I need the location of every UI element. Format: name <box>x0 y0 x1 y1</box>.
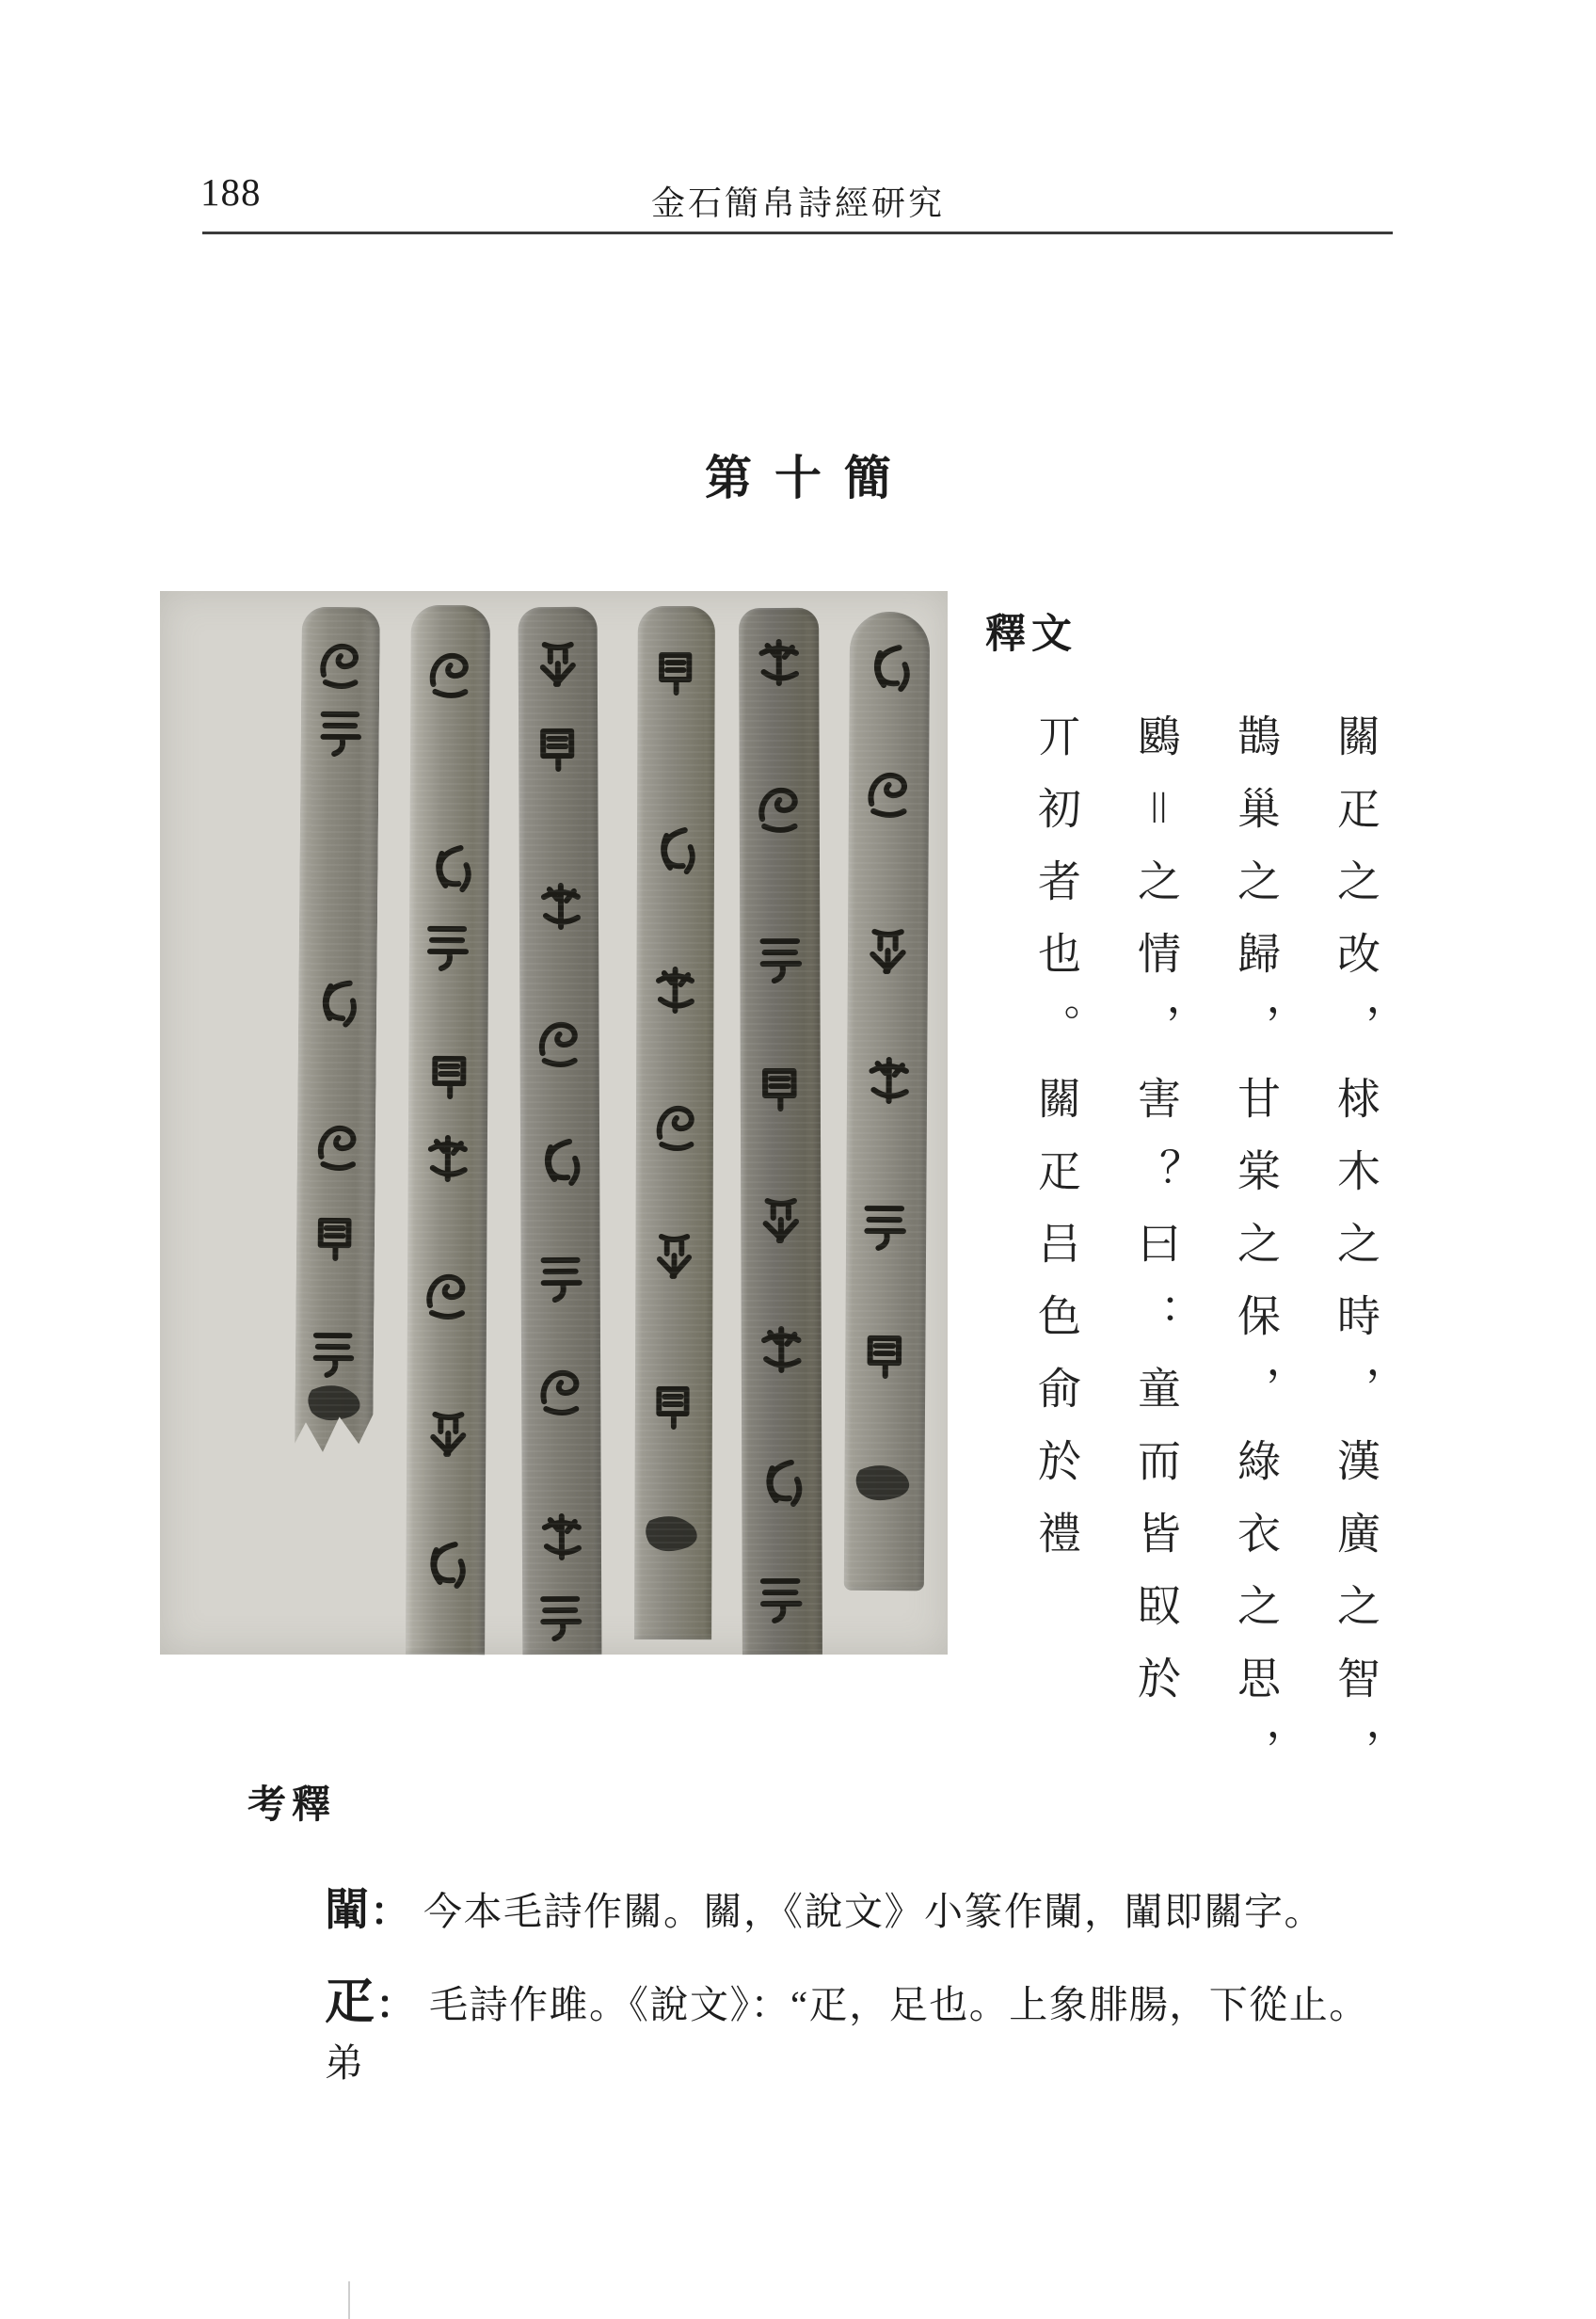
entry-text: 毛詩作雎。《說文》：“疋，足也。上象腓腸，下從止。弟 <box>325 1983 1369 2085</box>
commentary-entry <box>325 1880 1369 1941</box>
scan-artifact-line <box>348 2281 350 2319</box>
running-header-title: 金石簡帛詩經研究 <box>650 184 945 222</box>
commentary-entries <box>325 1880 1369 2124</box>
transcription-heading: 釋文 <box>985 612 1077 657</box>
entry-headword: 疋 <box>325 1974 376 2029</box>
bamboo-slip <box>844 612 930 1591</box>
header-rule <box>202 232 1393 234</box>
bamboo-slip <box>634 606 715 1639</box>
entry-colon: ： <box>375 1983 416 2026</box>
page-number: 188 <box>200 170 262 214</box>
transcription-column-1: 關疋之改，梂木之時，漢廣之智， <box>1332 713 1380 1800</box>
bamboo-slip <box>519 607 602 1655</box>
bamboo-slip <box>406 605 490 1655</box>
entry-text: 今本毛詩作關。關，《說文》小篆作䦨，閳即關字。 <box>423 1890 1324 1933</box>
bamboo-slip-photo <box>160 591 948 1655</box>
commentary-entry <box>325 1973 1369 2092</box>
transcription-column-3: 鶠＝之情，害？曰：童而皆臤於 <box>1132 713 1180 1728</box>
transcription-column-4: 丌初者也。關疋吕色俞於禮 <box>1032 713 1080 1583</box>
commentary-heading: 考釋 <box>247 1783 336 1826</box>
entry-colon: ： <box>370 1890 410 1933</box>
section-title: 第十簡 <box>705 452 914 504</box>
entry-headword: 閳 <box>325 1884 371 1934</box>
bamboo-slip <box>739 608 822 1655</box>
transcription-columns <box>1004 713 1405 1800</box>
transcription-column-2: 鵲巢之歸，甘棠之保，綠衣之思， <box>1232 713 1280 1800</box>
bamboo-slip <box>295 607 380 1453</box>
